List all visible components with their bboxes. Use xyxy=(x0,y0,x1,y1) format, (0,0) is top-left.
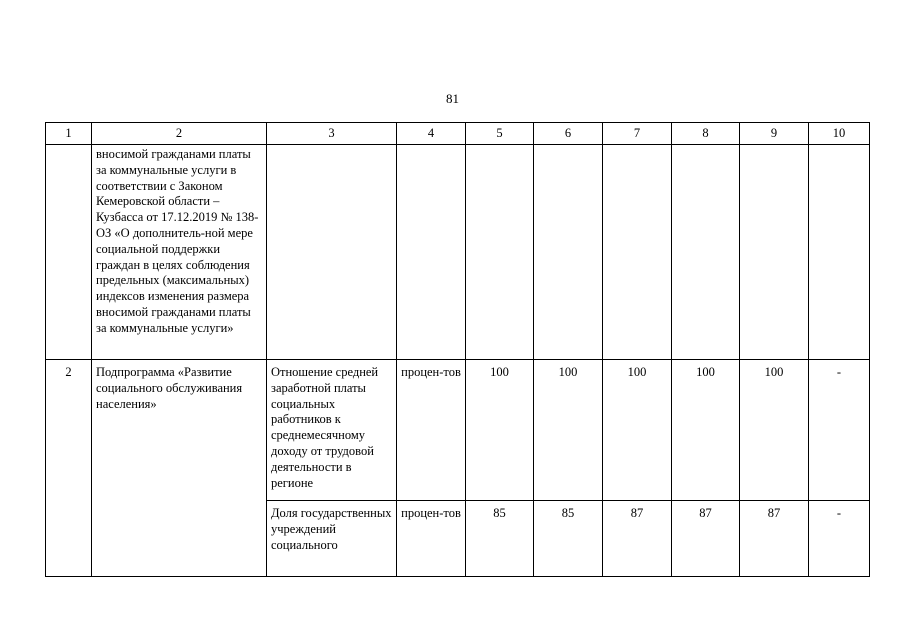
header-row xyxy=(46,123,870,145)
row3-col8: 87 xyxy=(672,501,740,577)
row2-col1: 2 xyxy=(46,360,92,577)
header-cell-3: 3 xyxy=(267,123,397,145)
row1-col6 xyxy=(534,145,603,360)
header-cell-4: 4 xyxy=(397,123,466,145)
row2-col10: - xyxy=(809,360,870,501)
row3-col7: 87 xyxy=(603,501,672,577)
table-row xyxy=(46,360,870,501)
header-cell-6: 6 xyxy=(534,123,603,145)
row2-col7: 100 xyxy=(603,360,672,501)
row3-col6: 85 xyxy=(534,501,603,577)
row3-col9: 87 xyxy=(740,501,809,577)
header-cell-9: 9 xyxy=(740,123,809,145)
indicators-table xyxy=(45,122,870,577)
row2-col9: 100 xyxy=(740,360,809,501)
row1-col7 xyxy=(603,145,672,360)
header-cell-1: 1 xyxy=(46,123,92,145)
row1-col2: вносимой гражданами платы за коммунальные услуги в соответствии с Законом Кемеровской области – Кузбасса от 17.12.2019 № 138-ОЗ «О дополнитель-ной мере социальной поддержки граждан в целях соблюдения предельных (максимальных) индексов изменения размера вносимой гражданами платы за коммунальные услуги» xyxy=(92,145,267,360)
row2-col4: процен-тов xyxy=(397,360,466,501)
header-cell-8: 8 xyxy=(672,123,740,145)
row1-col8 xyxy=(672,145,740,360)
header-cell-10: 10 xyxy=(809,123,870,145)
row1-col1 xyxy=(46,145,92,360)
row3-col10: - xyxy=(809,501,870,577)
row3-col3: Доля государственных учреждений социального xyxy=(267,501,397,577)
row1-col5 xyxy=(466,145,534,360)
header-cell-7: 7 xyxy=(603,123,672,145)
row1-col9 xyxy=(740,145,809,360)
row2-col8: 100 xyxy=(672,360,740,501)
row3-col5: 85 xyxy=(466,501,534,577)
header-cell-5: 5 xyxy=(466,123,534,145)
table-row xyxy=(46,145,870,360)
header-cell-2: 2 xyxy=(92,123,267,145)
row2-col3: Отношение средней заработной платы социальных работников к среднемесячному доходу от трудовой деятельности в регионе xyxy=(267,360,397,501)
row1-col3 xyxy=(267,145,397,360)
row1-col10 xyxy=(809,145,870,360)
row2-col2: Подпрограмма «Развитие социального обслуживания населения» xyxy=(92,360,267,577)
row1-col4 xyxy=(397,145,466,360)
row3-col4: процен-тов xyxy=(397,501,466,577)
row2-col6: 100 xyxy=(534,360,603,501)
page-number: 81 xyxy=(446,91,459,106)
row2-col5: 100 xyxy=(466,360,534,501)
